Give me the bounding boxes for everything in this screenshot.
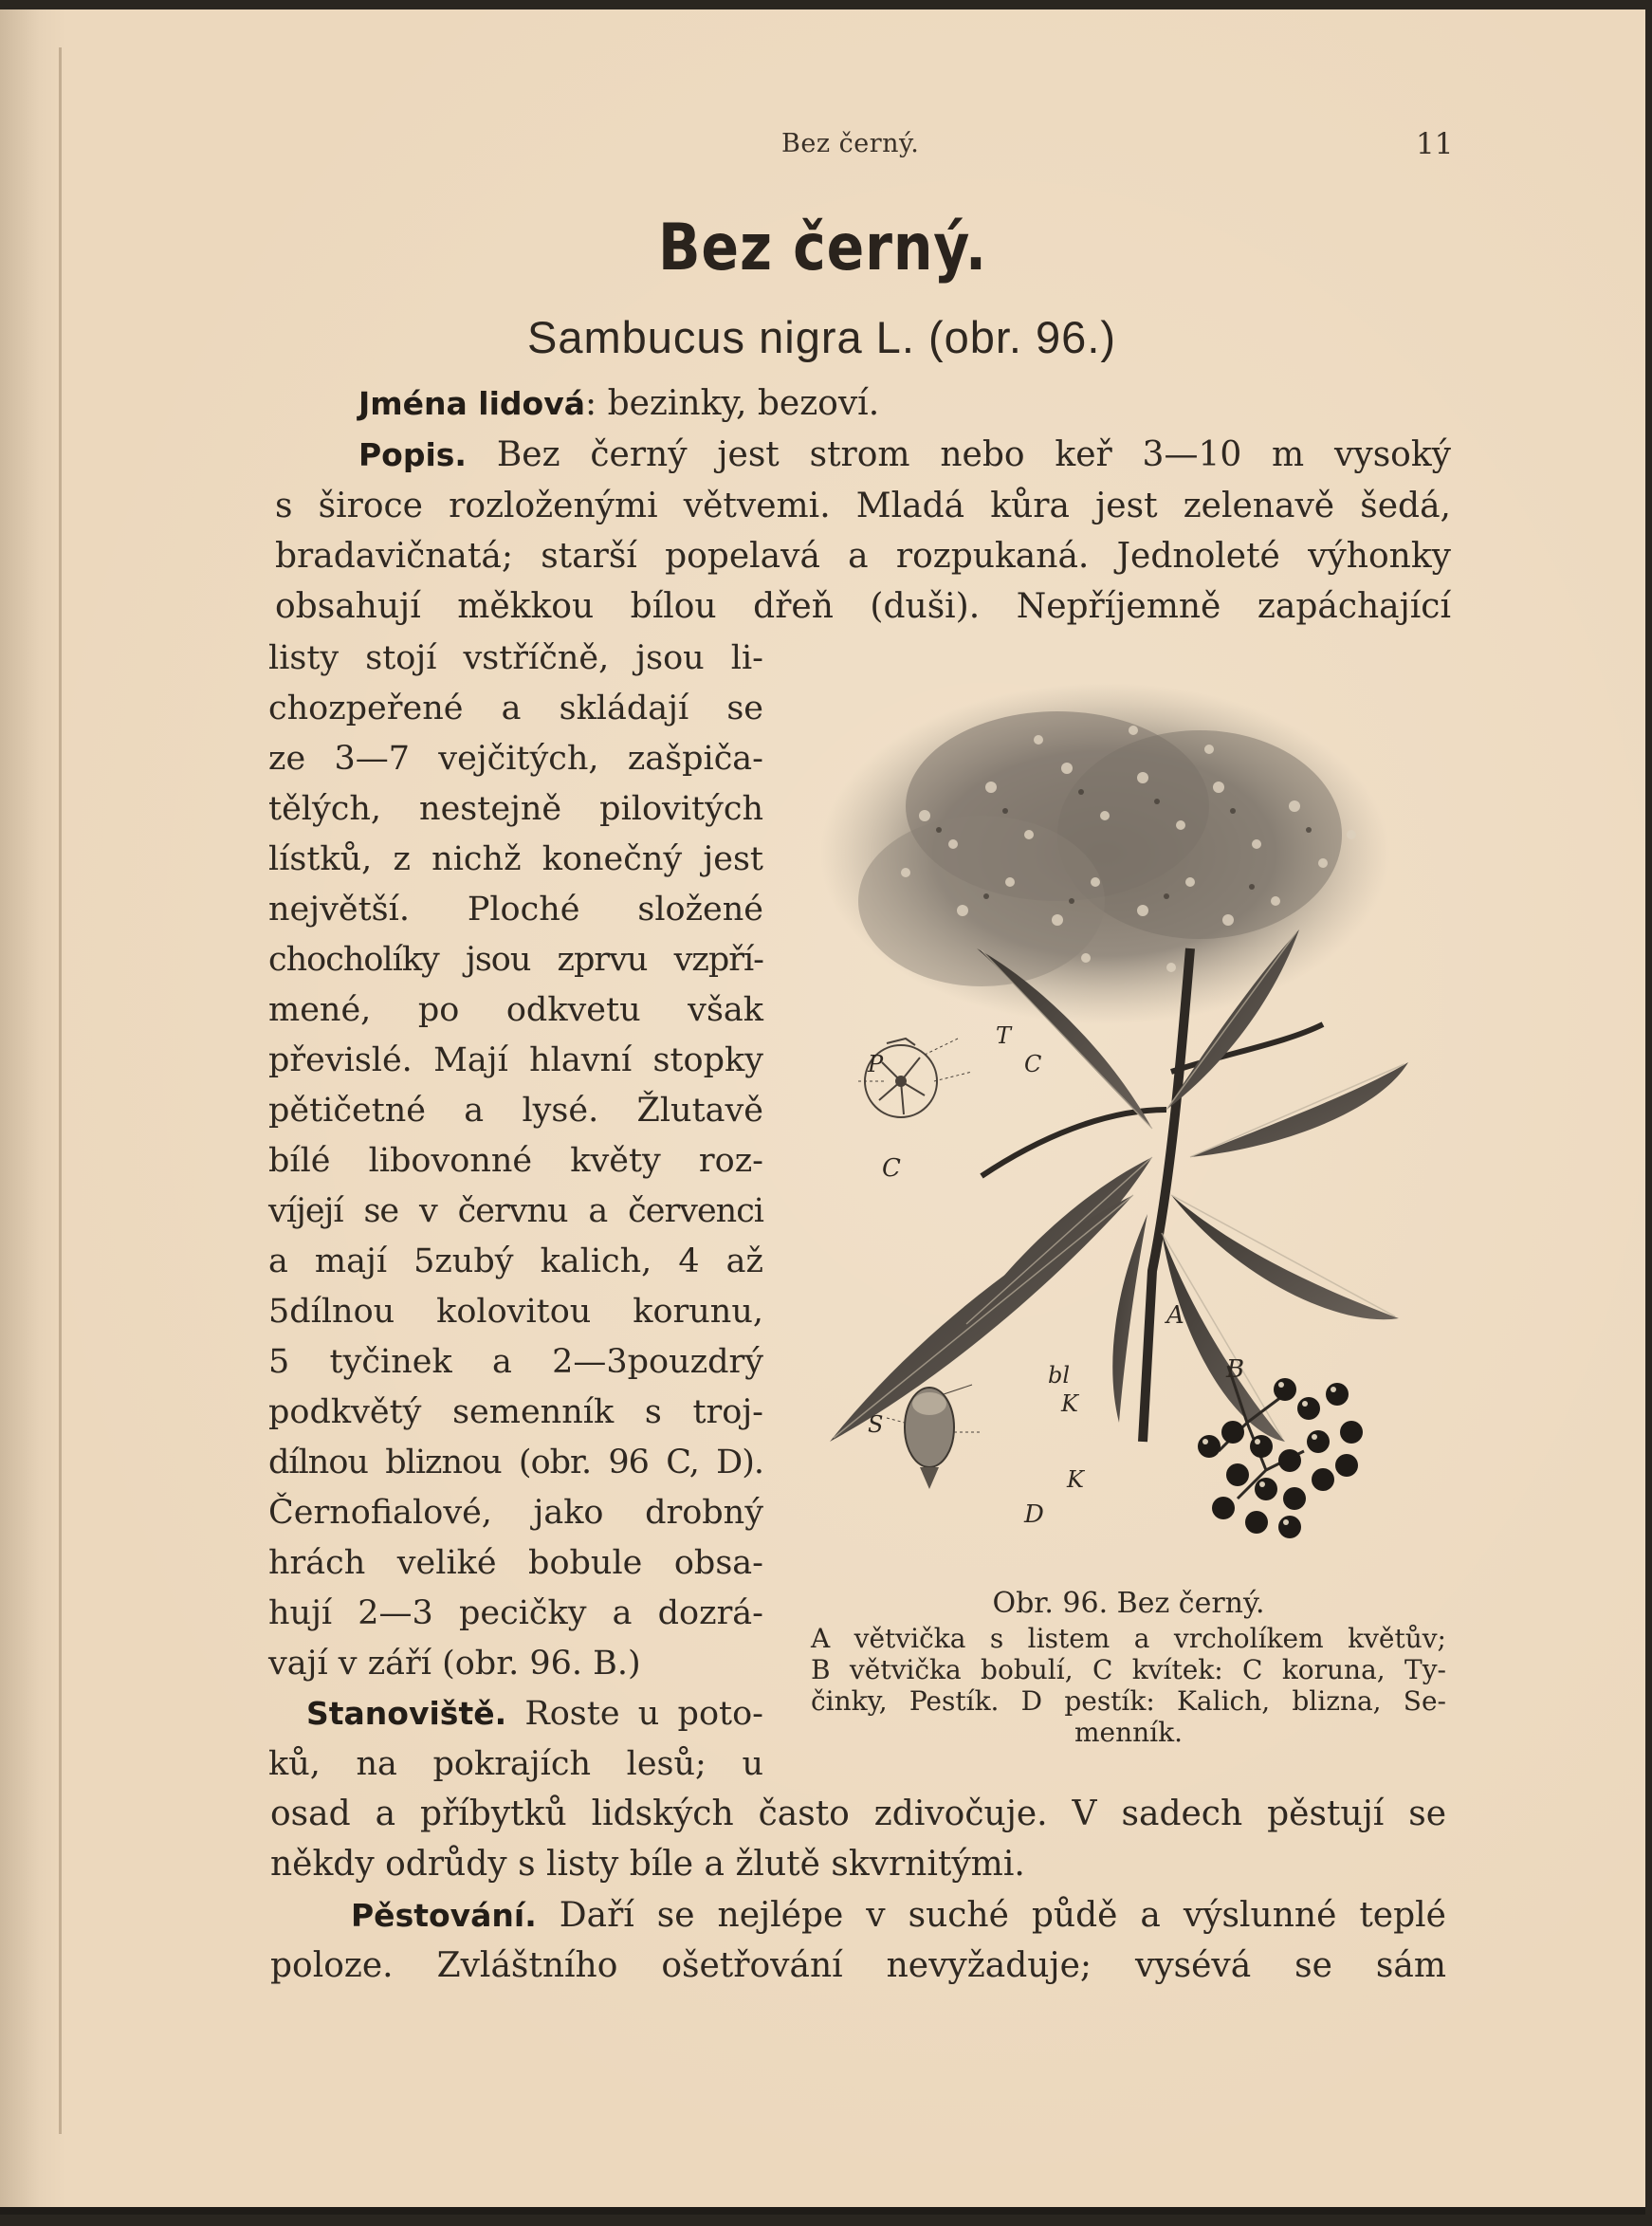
figure-caption-line: A větvička s listem a vrcholíkem květův; <box>811 1623 1446 1654</box>
body-line-narrow: ze 3—7 vejčitých, zašpiča- <box>268 740 763 778</box>
body-line-narrow: Černofialové, jako drobný <box>268 1494 763 1532</box>
body-line-narrow: podkvětý semenník s troj- <box>268 1393 763 1431</box>
pistil-detail <box>887 1385 982 1489</box>
figure-label-D: D <box>1024 1500 1044 1529</box>
cultivation-first-line <box>351 1891 1446 1941</box>
book-page <box>0 9 1645 2215</box>
berry-cluster <box>1198 1366 1363 1538</box>
body-line: osad a příbytků lidských často zdivočuje. V sadech pěstují se <box>270 1794 1446 1833</box>
article-title: Bez černý. <box>657 211 988 285</box>
body-line-narrow: největší. Ploché složené <box>268 891 763 929</box>
figure-caption-line: B větvička bobulí, C kvítek: C koruna, Ty- <box>811 1654 1446 1685</box>
body-line-narrow: tělých, nestejně pilovitých <box>268 790 763 828</box>
body-line: obsahují měkkou bílou dřeň (duši). Nepříjemně zapáchající <box>275 587 1451 626</box>
body-line-narrow: a mají 5zubý kalich, 4 až <box>268 1242 763 1280</box>
figure-label-C-corolla: C <box>1024 1051 1042 1077</box>
figure-label-B: B <box>1226 1355 1245 1384</box>
body-line-narrow: dílnou bliznou (obr. 96 C, D). <box>268 1444 763 1481</box>
page-number: 11 <box>1416 127 1454 161</box>
body-line-narrow: 5 tyčinek a 2—3pouzdrý <box>268 1343 763 1381</box>
flower-cluster <box>820 683 1389 1024</box>
habitat-first-line <box>306 1689 763 1738</box>
figure-caption-title: Obr. 96. Bez černý. <box>992 1587 1265 1620</box>
description-heading: Popis. <box>358 436 467 473</box>
body-line-narrow: hrách veliké bobule obsa- <box>268 1544 763 1582</box>
figure-label-T: T <box>996 1022 1012 1049</box>
figure-label-bl: bl <box>1048 1362 1071 1389</box>
figure-caption-line: menník. <box>1074 1717 1183 1748</box>
gutter-shadow-line <box>59 47 62 2134</box>
body-line-narrow: převislé. Mají hlavní stopky <box>268 1041 763 1079</box>
latin-name: Sambucus nigra L. (obr. 96.) <box>527 312 1117 362</box>
figure-caption-line: činky, Pestík. D pestík: Kalich, blizna, Se- <box>811 1685 1446 1717</box>
body-line: s široce rozloženými větvemi. Mladá kůra jest zelenavě šedá, <box>275 487 1451 525</box>
body-line-narrow: listy stojí vstříčně, jsou li- <box>268 639 763 677</box>
body-line-narrow: hují 2—3 pecičky a dozrá- <box>268 1594 763 1632</box>
description-first-line <box>358 431 1451 480</box>
body-line-narrow: chocholíky jsou zprvu vzpří- <box>268 941 763 979</box>
figure-label-S: S <box>868 1411 884 1438</box>
body-line: bradavičnatá; starší popelavá a rozpukaná. Jednoleté výhonky <box>275 537 1451 576</box>
body-line-narrow: pětičetné a lysé. Žlutavě <box>268 1092 763 1130</box>
main-stem <box>1143 948 1190 1442</box>
cultivation-heading: Pěstování. <box>351 1897 537 1934</box>
popular-names-heading: Jména lidová <box>358 385 585 422</box>
popular-names-line <box>358 379 1534 429</box>
body-line-narrow: 5dílnou kolovitou korunu, <box>268 1293 763 1331</box>
body-line-narrow: ků, na pokrajích lesů; u <box>268 1745 763 1783</box>
figure-label-K-lower: K <box>1067 1466 1084 1493</box>
description-first-line-text: Bez černý jest strom nebo keř 3—10 m vysoký <box>496 435 1451 474</box>
body-line-narrow: chozpeřené a skládají se <box>268 690 763 727</box>
running-head: Bez černý. <box>781 129 920 158</box>
body-line-narrow: bílé libovonné květy roz- <box>268 1142 763 1180</box>
body-line-narrow: víjejí se v červnu a červenci <box>268 1192 763 1230</box>
elderberry-illustration <box>792 664 1446 1574</box>
habitat-first-line-text: Roste u poto- <box>524 1695 763 1733</box>
figure-label-A: A <box>1166 1301 1184 1330</box>
popular-names-text: : bezinky, bezoví. <box>585 384 880 423</box>
body-line-narrow: vají v září (obr. 96. B.) <box>268 1645 641 1683</box>
figure-label-P: P <box>868 1051 884 1077</box>
habitat-heading: Stanoviště. <box>306 1695 507 1732</box>
page-gutter <box>0 9 66 2215</box>
figure-label-C: C <box>882 1154 901 1183</box>
cultivation-first-line-text: Daří se nejlépe v suché půdě a výslunné teplé <box>559 1896 1446 1935</box>
figure-label-K-upper: K <box>1061 1390 1078 1417</box>
figure-caption <box>811 1588 1446 1748</box>
body-line-narrow: mené, po odkvetu však <box>268 991 763 1029</box>
page-bottom-edge <box>0 2207 1645 2215</box>
body-line: poloze. Zvláštního ošetřování nevyžaduje; vysévá se sám <box>270 1946 1446 1985</box>
body-line: někdy odrůdy s listy bíle a žlutě skvrnitými. <box>270 1845 1025 1884</box>
body-line-narrow: lístků, z nichž konečný jest <box>268 840 763 878</box>
